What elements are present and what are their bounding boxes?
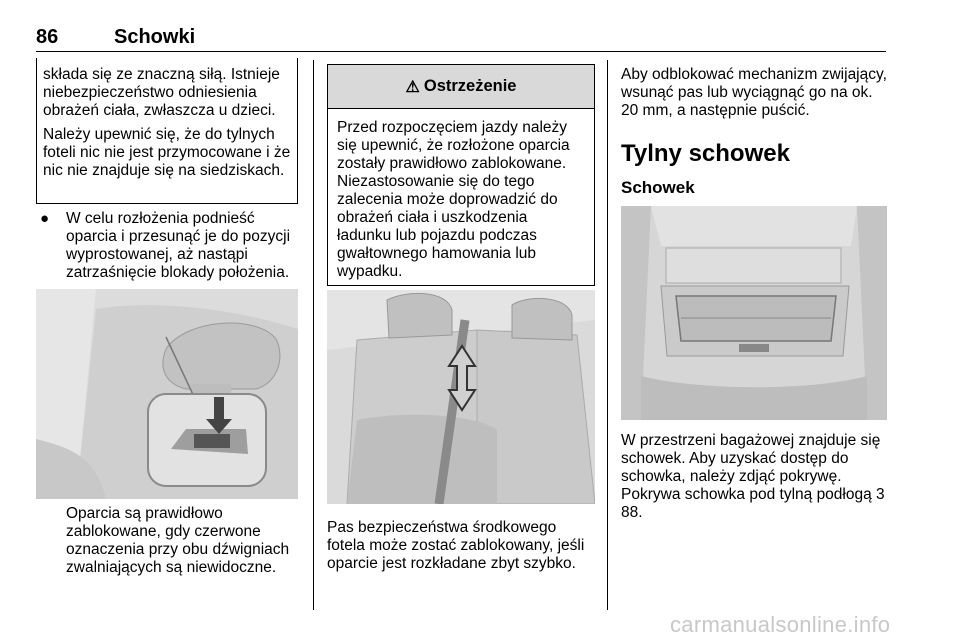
page-header [36, 20, 886, 52]
warning-box [327, 64, 595, 286]
warning-icon: ⚠ [405, 78, 420, 96]
bullet-text: W celu rozłożenia podnieść oparcia i przesunąć je do pozycji wyprostowanej, aż nastąpi zatrzaśnięcie blokady położenia. [66, 210, 291, 281]
warning-body: Przed rozpoczęciem jazdy należy się upewnić, że rozłożone oparcia zostały prawidłowo zablokowane. Niezastosowanie się do tego zalecenia może doprowadzić do obrażeń ciała i uszkodzenia ładunku lub pojazdu podczas gwałtownego hamowania lub wypadku. [337, 119, 570, 280]
sub-heading: Schowek [621, 178, 695, 197]
warning-text-2: Należy upewnić się, że do tylnych foteli nic nie jest przymocowane i że nic nie znajduje się na siedziskach. [43, 126, 291, 179]
warning-box-continued [36, 58, 298, 204]
unlock-instruction: Aby odblokować mechanizm zwijający, wsunąć pas lub wyciągnąć go na ok. 20 mm, a następnie puścić. [621, 66, 887, 119]
center-seat-belt-illustration [327, 290, 595, 504]
caption-seat-lock: Oparcia są prawidłowo zablokowane, gdy czerwone oznaczenia przy obu dźwigniach zwalniających są niewidoczne. [66, 505, 290, 576]
warning-header [328, 65, 594, 109]
page-number: 86 [36, 26, 59, 48]
storage-description: W przestrzeni bagażowej znajduje się schowek. Aby uzyskać dostęp do schowka, należy zdjąć pokrywę. Pokrywa schowka pod tylną podłogą 3 88. [621, 432, 885, 521]
warning-text-1: składa się ze znaczną siłą. Istnieje niebezpieczeństwo odniesienia obrażeń ciała, zwłaszcza u dzieci. [43, 66, 280, 119]
watermark: carmanualsonline.info [670, 612, 891, 637]
column-divider-1 [313, 60, 314, 610]
bullet-icon: ● [40, 210, 50, 227]
seat-release-lever-illustration [36, 289, 298, 499]
column-divider-2 [607, 60, 608, 610]
rear-storage-illustration [621, 206, 887, 420]
caption-seat-belt: Pas bezpieczeństwa środkowego fotela może zostać zablokowany, jeśli oparcie jest rozkładane zbyt szybko. [327, 519, 585, 572]
section-heading: Tylny schowek [621, 140, 790, 167]
section-title: Schowki [114, 26, 196, 48]
warning-title: Ostrzeżenie [423, 77, 517, 95]
